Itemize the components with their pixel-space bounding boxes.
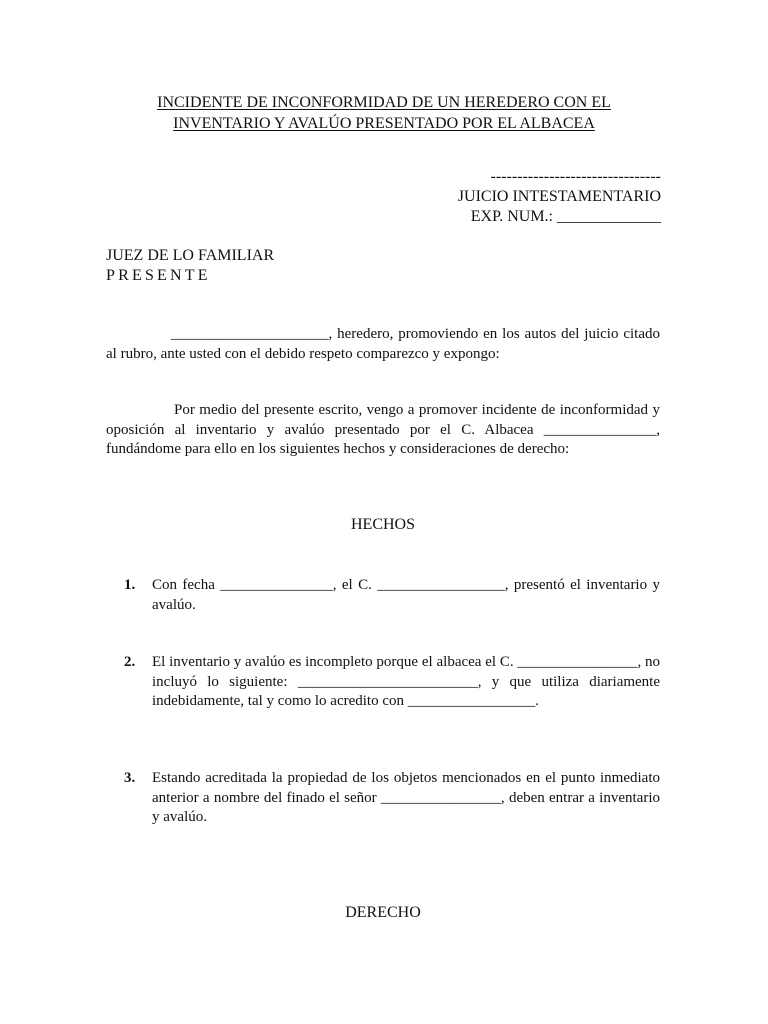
fact-text: El inventario y avalúo es incompleto porque el albacea el C. ________________, no incluyó lo siguiente: ________________________, y que utiliza diariamente indebidamente, tal y como lo acredito con _________________. <box>152 654 660 709</box>
fact-number: 2. <box>124 654 136 670</box>
addressee-block <box>106 246 274 286</box>
law-heading: DERECHO <box>345 904 421 921</box>
case-type: JUICIO INTESTAMENTARIO <box>457 188 661 205</box>
case-dashes: -------------------------------- <box>490 168 661 185</box>
title-line-1: INCIDENTE DE INCONFORMIDAD DE UN HEREDERO CON EL <box>157 94 611 111</box>
facts-heading: HECHOS <box>350 516 415 533</box>
addressee-judge: JUEZ DE LO FAMILIAR <box>106 247 275 264</box>
petition-paragraph: Por medio del presente escrito, vengo a promover incidente de inconformidad y oposición al inventario y avalúo presentado por el C. Albacea _______________, fundándome para ello en los siguientes hechos y consideraciones de derecho: <box>106 402 660 457</box>
title-line-2: INVENTARIO Y AVALÚO PRESENTADO POR EL ALBACEA <box>173 115 595 132</box>
fact-number: 3. <box>124 770 136 786</box>
case-reference-block <box>458 167 661 227</box>
document-title <box>100 92 668 134</box>
fact-number: 1. <box>124 577 136 593</box>
fact-text: Estando acreditada la propiedad de los objetos mencionados en el punto inmediato anterior a nombre del finado el señor ________________, deben entrar a inventario y avalúo. <box>152 770 660 825</box>
addressee-presente: PRESENTE <box>106 267 211 284</box>
case-number: EXP. NUM.: _____________ <box>470 208 661 225</box>
intro-paragraph: _____________________, heredero, promoviendo en los autos del juicio citado al rubro, ante usted con el debido respeto comparezco y expongo: <box>106 326 660 362</box>
fact-text: Con fecha _______________, el C. _________________, presentó el inventario y avalúo. <box>152 577 660 613</box>
